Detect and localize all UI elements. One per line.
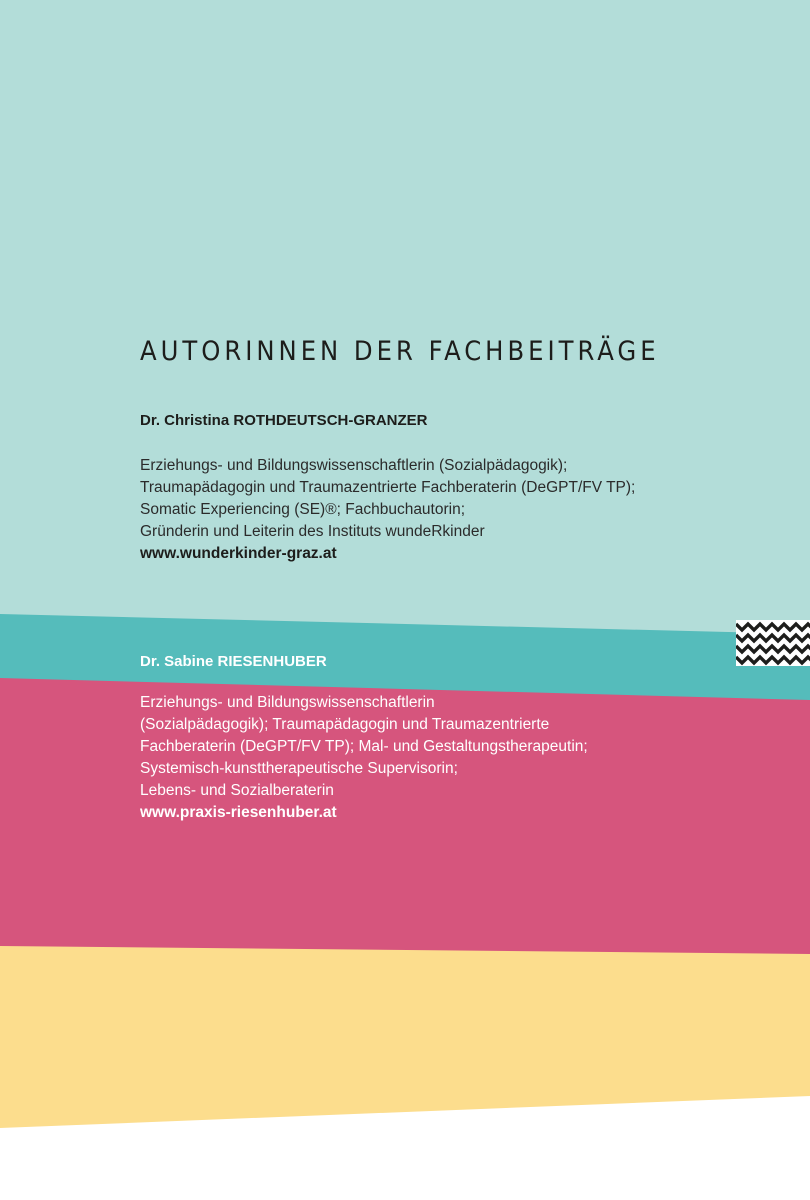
author-1-website-link[interactable]: www.wunderkinder-graz.at	[140, 545, 337, 562]
author-2-line: Systemisch-kunsttherapeutische Supervisorin;	[140, 760, 458, 777]
author-1-line: Somatic Experiencing (SE)®; Fachbuchautorin;	[140, 501, 466, 518]
zigzag-pattern-icon	[736, 620, 810, 666]
author-2-line: Fachberaterin (DeGPT/FV TP); Mal- und Gestaltungstherapeutin;	[140, 738, 588, 755]
author-1-line: Gründerin und Leiterin des Instituts wundeRkinder	[140, 523, 485, 540]
author-2-line: Lebens- und Sozialberaterin	[140, 782, 334, 799]
author-1-name	[140, 412, 428, 429]
author-2-name-prefix: Dr. Sabine	[140, 653, 214, 670]
author-2-name	[140, 653, 327, 670]
band-yellow	[0, 946, 810, 1128]
author-2-description	[140, 692, 760, 824]
author-1-name-last: ROTHDEUTSCH-GRANZER	[233, 412, 428, 429]
author-1-line: Traumapädagogin und Traumazentrierte Fachberaterin (DeGPT/FV TP);	[140, 479, 636, 496]
author-1-name-prefix: Dr. Christina	[140, 412, 230, 429]
author-2-website-link[interactable]: www.praxis-riesenhuber.at	[140, 804, 337, 821]
author-2-name-last: RIESENHUBER	[217, 653, 327, 670]
author-1-line: Erziehungs- und Bildungswissenschaftlerin (Sozialpädagogik);	[140, 457, 568, 474]
author-2-line: Erziehungs- und Bildungswissenschaftlerin	[140, 694, 435, 711]
author-1-description	[140, 455, 760, 565]
author-2-line: (Sozialpädagogik); Traumapädagogin und Traumazentrierte	[140, 716, 550, 733]
section-title: AUTORINNEN DER FACHBEITRÄGE	[140, 336, 660, 367]
